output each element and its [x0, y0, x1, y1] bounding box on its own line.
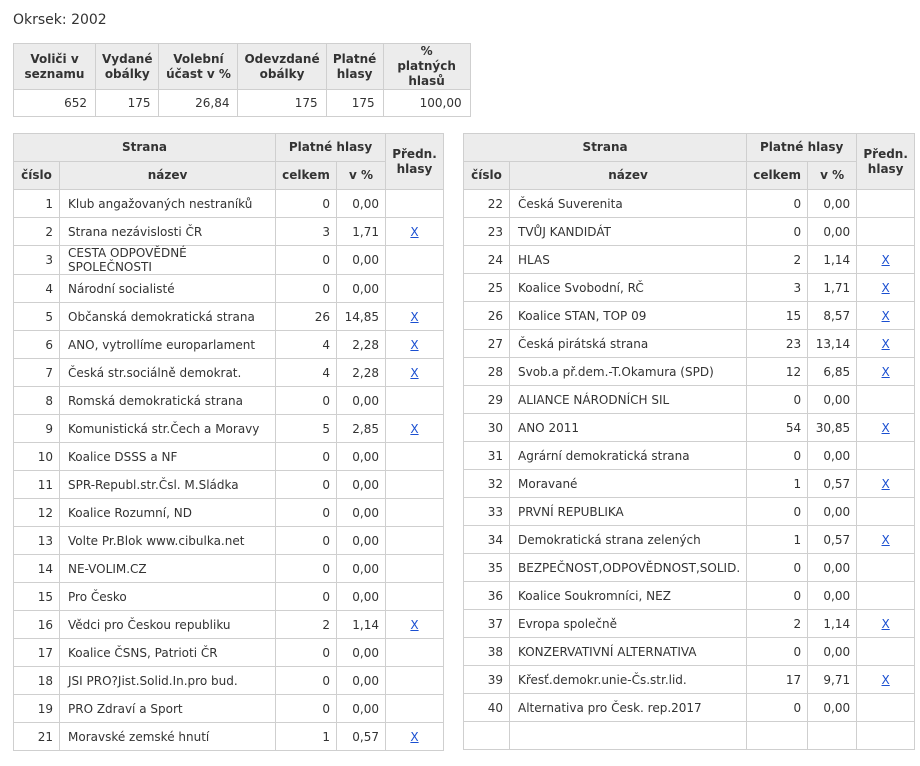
party-name: ALIANCE NÁRODNÍCH SIL [510, 386, 747, 414]
party-votes-pct: 0,00 [337, 471, 386, 499]
party-preferential-cell [386, 359, 444, 387]
summary-value-ucast: 26,84 [159, 90, 238, 117]
party-preferential-cell [857, 694, 915, 722]
party-name: Národní socialisté [60, 275, 276, 303]
party-name: Česká str.sociálně demokrat. [60, 359, 276, 387]
party-row [464, 442, 915, 470]
summary-header-row [14, 44, 471, 90]
party-row [14, 723, 444, 751]
summary-value-pct-platnych: 100,00 [383, 90, 470, 117]
summary-value-row [14, 90, 471, 117]
party-name: Koalice Svobodní, RČ [510, 274, 747, 302]
party-name: Koalice Rozumní, ND [60, 499, 276, 527]
party-name: HLAS [510, 246, 747, 274]
summary-header-vydane: Vydané obálky [96, 44, 159, 90]
party-votes-pct: 0,00 [808, 638, 857, 666]
party-row [14, 246, 444, 275]
party-table-right [463, 133, 915, 750]
party-number: 10 [14, 443, 60, 471]
summary-header-pct-platnych: % platných hlasů [383, 44, 470, 90]
party-votes-pct: 2,28 [337, 331, 386, 359]
party-number: 33 [464, 498, 510, 526]
party-votes-total: 0 [747, 554, 808, 582]
party-preferential-cell [857, 386, 915, 414]
party-votes-pct: 1,14 [337, 611, 386, 639]
party-votes-pct: 13,14 [808, 330, 857, 358]
party-votes-pct: 0,00 [808, 386, 857, 414]
party-votes-total: 23 [747, 330, 808, 358]
party-number: 36 [464, 582, 510, 610]
party-row [464, 414, 915, 442]
preferential-votes-link[interactable]: X [410, 421, 419, 436]
party-row [14, 611, 444, 639]
preferential-votes-link[interactable]: X [410, 617, 419, 632]
party-votes-pct: 0,57 [808, 470, 857, 498]
preferential-votes-link[interactable]: X [881, 476, 890, 491]
party-number: 11 [14, 471, 60, 499]
party-preferential-cell [386, 695, 444, 723]
party-votes-pct: 0,00 [808, 694, 857, 722]
preferential-votes-link[interactable]: X [881, 420, 890, 435]
party-votes-pct: 0,00 [337, 555, 386, 583]
header-cislo: číslo [464, 162, 510, 190]
party-row [14, 387, 444, 415]
party-name: Koalice ČSNS, Patrioti ČR [60, 639, 276, 667]
party-votes-pct: 0,00 [337, 667, 386, 695]
party-row [464, 666, 915, 694]
party-votes-pct: 0,57 [337, 723, 386, 751]
party-number: 13 [14, 527, 60, 555]
party-number: 38 [464, 638, 510, 666]
party-votes-total: 0 [276, 527, 337, 555]
party-votes-total: 0 [276, 667, 337, 695]
party-number: 14 [14, 555, 60, 583]
party-row [14, 499, 444, 527]
party-row [464, 694, 915, 722]
party-votes-pct: 0,00 [337, 527, 386, 555]
party-votes-total: 1 [276, 723, 337, 751]
party-number: 39 [464, 666, 510, 694]
party-votes-pct: 1,71 [808, 274, 857, 302]
party-name: Vědci pro Českou republiku [60, 611, 276, 639]
party-votes-total: 12 [747, 358, 808, 386]
party-preferential-cell [857, 414, 915, 442]
party-votes-total: 3 [747, 274, 808, 302]
party-name: Moravské zemské hnutí [60, 723, 276, 751]
preferential-votes-link[interactable]: X [410, 224, 419, 239]
party-name: Strana nezávislosti ČR [60, 218, 276, 246]
party-number: 31 [464, 442, 510, 470]
summary-value-volici: 652 [14, 90, 96, 117]
party-number: 7 [14, 359, 60, 387]
party-number: 12 [14, 499, 60, 527]
party-row [464, 638, 915, 666]
party-preferential-cell [857, 302, 915, 330]
party-votes-total: 2 [276, 611, 337, 639]
preferential-votes-link[interactable]: X [881, 616, 890, 631]
party-preferential-cell [386, 667, 444, 695]
party-votes-pct: 0,00 [337, 275, 386, 303]
party-preferential-cell [857, 274, 915, 302]
party-number: 29 [464, 386, 510, 414]
preferential-votes-link[interactable]: X [410, 365, 419, 380]
party-name: TVŮJ KANDIDÁT [510, 218, 747, 246]
party-votes-pct: 0,00 [337, 190, 386, 218]
party-votes-pct: 0,00 [337, 499, 386, 527]
party-number: 17 [14, 639, 60, 667]
party-row [14, 415, 444, 443]
party-votes-pct: 0,00 [337, 583, 386, 611]
header-cislo: číslo [14, 162, 60, 190]
party-row [464, 386, 915, 414]
party-row [14, 218, 444, 246]
party-number: 30 [464, 414, 510, 442]
header-v-pct: v % [337, 162, 386, 190]
header-v-pct: v % [808, 162, 857, 190]
party-name: Česká Suverenita [510, 190, 747, 218]
party-name: Evropa společně [510, 610, 747, 638]
party-number: 24 [464, 246, 510, 274]
party-number [464, 722, 510, 750]
party-preferential-cell [386, 611, 444, 639]
party-row [464, 582, 915, 610]
header-strana: Strana [464, 134, 747, 162]
party-row [14, 583, 444, 611]
party-preferential-cell [386, 723, 444, 751]
party-votes-pct: 0,00 [808, 442, 857, 470]
party-votes-total: 26 [276, 303, 337, 331]
party-preferential-cell [386, 499, 444, 527]
party-votes-total: 0 [747, 498, 808, 526]
party-name: SPR-Republ.str.Čsl. M.Sládka [60, 471, 276, 499]
header-platne-hlasy: Platné hlasy [747, 134, 857, 162]
party-row [464, 330, 915, 358]
party-name: Demokratická strana zelených [510, 526, 747, 554]
party-row [14, 303, 444, 331]
party-number: 2 [14, 218, 60, 246]
party-number: 37 [464, 610, 510, 638]
party-row [14, 527, 444, 555]
party-name: Křesť.demokr.unie-Čs.str.lid. [510, 666, 747, 694]
preferential-votes-link[interactable]: X [410, 337, 419, 352]
party-votes-pct: 0,00 [337, 443, 386, 471]
party-preferential-cell [857, 442, 915, 470]
party-votes-total: 0 [276, 555, 337, 583]
party-votes-pct: 0,00 [337, 639, 386, 667]
party-number: 6 [14, 331, 60, 359]
party-votes-total [747, 722, 808, 750]
party-name: KONZERVATIVNÍ ALTERNATIVA [510, 638, 747, 666]
party-votes-total: 5 [276, 415, 337, 443]
party-name: JSI PRO?Jist.Solid.In.pro bud. [60, 667, 276, 695]
party-name: PRO Zdraví a Sport [60, 695, 276, 723]
party-preferential-cell [857, 358, 915, 386]
party-row [14, 331, 444, 359]
party-number: 21 [14, 723, 60, 751]
page-title: Okrsek: 2002 [13, 12, 107, 28]
party-number: 8 [14, 387, 60, 415]
party-name: Občanská demokratická strana [60, 303, 276, 331]
party-votes-pct: 0,00 [808, 190, 857, 218]
summary-value-vydane: 175 [96, 90, 159, 117]
summary-value-platne: 175 [326, 90, 383, 117]
party-votes-pct: 0,00 [337, 387, 386, 415]
party-votes-total: 0 [747, 694, 808, 722]
party-votes-total: 0 [276, 639, 337, 667]
party-votes-pct: 14,85 [337, 303, 386, 331]
party-preferential-cell [386, 190, 444, 218]
party-votes-pct: 9,71 [808, 666, 857, 694]
party-number: 9 [14, 415, 60, 443]
party-number: 15 [14, 583, 60, 611]
party-votes-pct: 0,00 [808, 554, 857, 582]
party-preferential-cell [386, 443, 444, 471]
party-row [464, 498, 915, 526]
party-row [14, 443, 444, 471]
header-nazev: název [510, 162, 747, 190]
party-preferential-cell [386, 471, 444, 499]
party-name: CESTA ODPOVĚDNÉ SPOLEČNOSTI [60, 246, 276, 275]
party-name: NE-VOLIM.CZ [60, 555, 276, 583]
party-name [510, 722, 747, 750]
header-predn-hlasy: Předn. hlasy [857, 134, 915, 190]
party-row [464, 302, 915, 330]
party-votes-total: 15 [747, 302, 808, 330]
header-predn-hlasy: Předn. hlasy [386, 134, 444, 190]
party-name: Komunistická str.Čech a Moravy [60, 415, 276, 443]
party-row [464, 218, 915, 246]
preferential-votes-link[interactable]: X [410, 729, 419, 744]
party-name: Alternativa pro Česk. rep.2017 [510, 694, 747, 722]
party-preferential-cell [857, 190, 915, 218]
party-votes-total: 17 [747, 666, 808, 694]
party-number: 3 [14, 246, 60, 275]
party-name: Koalice STAN, TOP 09 [510, 302, 747, 330]
party-preferential-cell [386, 555, 444, 583]
preferential-votes-link[interactable]: X [410, 309, 419, 324]
preferential-votes-link[interactable]: X [881, 252, 890, 267]
party-name: Moravané [510, 470, 747, 498]
party-name: Pro Česko [60, 583, 276, 611]
summary-table [13, 43, 471, 117]
party-votes-pct: 2,28 [337, 359, 386, 387]
party-row [464, 358, 915, 386]
party-name: Koalice Soukromníci, NEZ [510, 582, 747, 610]
party-preferential-cell [857, 526, 915, 554]
header-celkem: celkem [276, 162, 337, 190]
party-row [464, 554, 915, 582]
summary-header-odevzdane: Odevzdané obálky [238, 44, 326, 90]
party-preferential-cell [386, 275, 444, 303]
summary-value-odevzdane: 175 [238, 90, 326, 117]
party-votes-pct: 1,71 [337, 218, 386, 246]
party-name: Romská demokratická strana [60, 387, 276, 415]
party-row [14, 359, 444, 387]
party-preferential-cell [857, 498, 915, 526]
party-number: 28 [464, 358, 510, 386]
header-strana: Strana [14, 134, 276, 162]
preferential-votes-link[interactable]: X [881, 532, 890, 547]
party-row [14, 695, 444, 723]
party-number: 4 [14, 275, 60, 303]
party-votes-pct: 0,00 [808, 498, 857, 526]
party-number: 27 [464, 330, 510, 358]
party-votes-total: 2 [747, 246, 808, 274]
party-number: 35 [464, 554, 510, 582]
party-name: Volte Pr.Blok www.cibulka.net [60, 527, 276, 555]
party-votes-total: 0 [747, 218, 808, 246]
party-number: 25 [464, 274, 510, 302]
party-name: Agrární demokratická strana [510, 442, 747, 470]
party-preferential-cell [857, 638, 915, 666]
preferential-votes-link[interactable]: X [881, 672, 890, 687]
party-votes-total: 54 [747, 414, 808, 442]
party-preferential-cell [386, 218, 444, 246]
party-votes-pct: 0,57 [808, 526, 857, 554]
party-preferential-cell [386, 639, 444, 667]
party-number: 22 [464, 190, 510, 218]
party-votes-pct [808, 722, 857, 750]
party-votes-total: 3 [276, 218, 337, 246]
preferential-votes-link[interactable]: X [881, 308, 890, 323]
party-preferential-cell [857, 554, 915, 582]
party-name: Koalice DSSS a NF [60, 443, 276, 471]
party-number: 5 [14, 303, 60, 331]
party-votes-pct: 0,00 [337, 246, 386, 275]
party-votes-total: 4 [276, 331, 337, 359]
party-table-left [13, 133, 444, 751]
party-row [14, 667, 444, 695]
party-votes-total: 0 [276, 443, 337, 471]
summary-header-ucast: Volební účast v % [159, 44, 238, 90]
party-name: ANO, vytrollíme europarlament [60, 331, 276, 359]
party-preferential-cell [386, 331, 444, 359]
party-votes-total: 0 [747, 190, 808, 218]
party-row [14, 471, 444, 499]
header-celkem: celkem [747, 162, 808, 190]
party-votes-total: 0 [276, 695, 337, 723]
preferential-votes-link[interactable]: X [881, 364, 890, 379]
party-row [14, 190, 444, 218]
party-votes-total: 0 [747, 638, 808, 666]
party-votes-total: 0 [276, 275, 337, 303]
party-preferential-cell [857, 470, 915, 498]
party-votes-total: 0 [276, 471, 337, 499]
party-votes-total: 4 [276, 359, 337, 387]
party-votes-pct: 0,00 [808, 218, 857, 246]
party-number: 32 [464, 470, 510, 498]
preferential-votes-link[interactable]: X [881, 280, 890, 295]
summary-header-platne: Platné hlasy [326, 44, 383, 90]
party-votes-total: 0 [276, 387, 337, 415]
party-votes-pct: 30,85 [808, 414, 857, 442]
party-votes-pct: 8,57 [808, 302, 857, 330]
party-number: 16 [14, 611, 60, 639]
party-name: BEZPEČNOST,ODPOVĚDNOST,SOLID. [510, 554, 747, 582]
party-row [14, 555, 444, 583]
party-votes-pct: 0,00 [337, 695, 386, 723]
party-votes-total: 0 [276, 246, 337, 275]
party-votes-pct: 1,14 [808, 610, 857, 638]
party-number: 26 [464, 302, 510, 330]
party-row [14, 639, 444, 667]
party-row [464, 722, 915, 750]
party-preferential-cell [857, 246, 915, 274]
party-votes-total: 0 [747, 442, 808, 470]
party-name: Klub angažovaných nestraníků [60, 190, 276, 218]
party-number: 23 [464, 218, 510, 246]
party-votes-total: 0 [276, 583, 337, 611]
party-preferential-cell [857, 722, 915, 750]
party-votes-total: 0 [276, 190, 337, 218]
party-votes-total: 0 [276, 499, 337, 527]
party-votes-total: 0 [747, 582, 808, 610]
party-preferential-cell [386, 527, 444, 555]
party-preferential-cell [857, 610, 915, 638]
party-name: ANO 2011 [510, 414, 747, 442]
party-preferential-cell [386, 387, 444, 415]
party-votes-total: 1 [747, 526, 808, 554]
party-preferential-cell [857, 330, 915, 358]
party-preferential-cell [857, 666, 915, 694]
party-row [464, 526, 915, 554]
summary-header-volici: Voliči v seznamu [14, 44, 96, 90]
party-row [464, 246, 915, 274]
party-number: 18 [14, 667, 60, 695]
party-preferential-cell [386, 303, 444, 331]
party-row [14, 275, 444, 303]
party-preferential-cell [386, 583, 444, 611]
party-number: 40 [464, 694, 510, 722]
party-votes-pct: 2,85 [337, 415, 386, 443]
party-votes-pct: 6,85 [808, 358, 857, 386]
party-preferential-cell [386, 415, 444, 443]
party-votes-total: 1 [747, 470, 808, 498]
party-name: PRVNÍ REPUBLIKA [510, 498, 747, 526]
party-number: 34 [464, 526, 510, 554]
header-platne-hlasy: Platné hlasy [276, 134, 386, 162]
party-votes-pct: 0,00 [808, 582, 857, 610]
party-row [464, 470, 915, 498]
party-row [464, 274, 915, 302]
party-votes-total: 2 [747, 610, 808, 638]
party-row [464, 190, 915, 218]
party-number: 19 [14, 695, 60, 723]
header-nazev: název [60, 162, 276, 190]
party-votes-pct: 1,14 [808, 246, 857, 274]
party-preferential-cell [386, 246, 444, 275]
party-number: 1 [14, 190, 60, 218]
party-name: Česká pirátská strana [510, 330, 747, 358]
preferential-votes-link[interactable]: X [881, 336, 890, 351]
party-name: Svob.a př.dem.-T.Okamura (SPD) [510, 358, 747, 386]
party-row [464, 610, 915, 638]
party-preferential-cell [857, 582, 915, 610]
party-votes-total: 0 [747, 386, 808, 414]
party-preferential-cell [857, 218, 915, 246]
